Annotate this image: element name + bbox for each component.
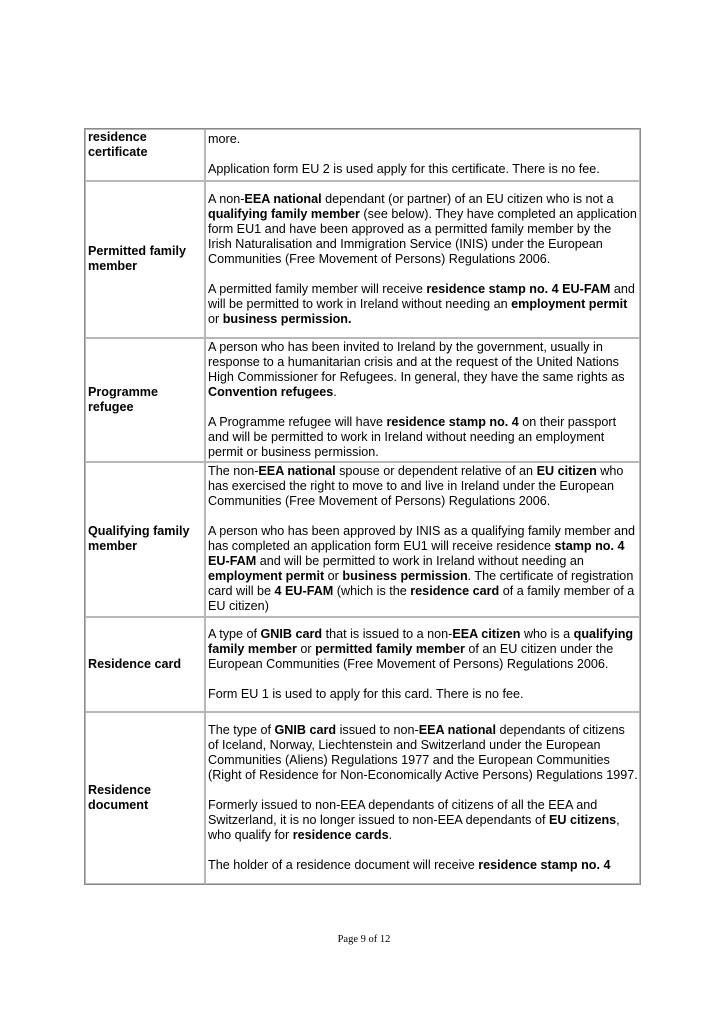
bold-term: GNIB card [274, 722, 337, 737]
text-run: or [296, 641, 316, 656]
definition-paragraph [208, 524, 638, 614]
definition-paragraph [208, 687, 638, 702]
definition-paragraph [208, 415, 638, 460]
bold-term: Convention refugees [208, 384, 334, 399]
bold-term: EU citizens [548, 812, 617, 827]
text-run: A permitted family member will receive [208, 281, 427, 296]
bold-term: EU citizen [536, 464, 597, 478]
text-run: A type of [208, 626, 261, 641]
text-run: The holder of a residence document will receive [208, 857, 479, 872]
term-cell: residence certificate [85, 129, 205, 181]
bold-term: qualifying family member [208, 206, 360, 221]
glossary-row [85, 462, 640, 617]
text-run: spouse or dependent relative of an [335, 464, 537, 478]
definition-cell [205, 712, 640, 884]
text-run: , who qualify for [208, 812, 620, 842]
text-run: issued to non- [336, 722, 419, 737]
bold-term: EEA national [244, 191, 322, 206]
text-run: who is a [520, 626, 574, 641]
text-run: dependants of citizens of Iceland, Norway, Liechtenstein and Switzerland under the European Communities (Aliens) Regulations 1977 and the European Communities (Right of Residence for Non-Economically Active Persons) Regulations 1997. [208, 722, 638, 782]
text-run: A Programme refugee will have [208, 414, 387, 429]
bold-term: EEA citizen [452, 626, 521, 641]
bold-term: stamp no. 4 EU-FAM [208, 539, 625, 568]
text-run: Formerly issued to non-EEA dependants of citizens of all the EEA and Switzerland, it is no longer issued to non-EEA dependants of [208, 797, 598, 827]
bold-term: residence cards [292, 827, 389, 842]
bold-term: qualifying family member [208, 626, 634, 656]
text-run: who has exercised the right to move to and live in Ireland under the European Communities (Free Movement of Persons) Regulations 2006. [208, 464, 624, 508]
glossary-row [85, 129, 640, 181]
text-run: The type of [208, 722, 275, 737]
definition-paragraph [208, 798, 638, 843]
text-run: and will be permitted to work in Ireland without needing an [208, 281, 635, 311]
text-run: A person who has been invited to Ireland by the government, usually in response to a humanitarian crisis and at the request of the United Nations High Commissioner for Refugees. In general, they have the same rights as [208, 339, 625, 384]
term-cell: Permitted family member [85, 181, 205, 338]
text-run: Application form EU 2 is used apply for this certificate. There is no fee. [208, 162, 600, 176]
definition-paragraph [208, 723, 638, 783]
text-run: Form EU 1 is used to apply for this card. There is no fee. [208, 686, 524, 701]
glossary-row [85, 712, 640, 884]
term-cell: Residence document [85, 712, 205, 884]
text-run: or [324, 569, 343, 583]
text-run: (see below). They have completed an application form EU1 and have been approved as a permitted family member by the Irish Naturalisation and Immigration Service (INIS) under the European Communities (Free Movement of Persons) Regulations 2006. [208, 206, 637, 266]
text-run: more. [208, 132, 241, 146]
definition-paragraph [208, 464, 638, 509]
definition-paragraph [208, 340, 638, 400]
definition-cell [205, 181, 640, 338]
text-run: of an EU citizen under the European Communities (Free Movement of Persons) Regulations 2006. [208, 641, 614, 671]
text-run: or [208, 311, 223, 326]
text-run: of a family member of a EU citizen) [208, 584, 635, 613]
definition-cell [205, 129, 640, 181]
glossary-body [85, 129, 640, 884]
glossary-row [85, 338, 640, 462]
definition-paragraph [208, 282, 638, 327]
term-cell: Qualifying family member [85, 462, 205, 617]
text-run: dependant (or partner) of an EU citizen who is not a [321, 191, 614, 206]
text-run: The non- [208, 464, 259, 478]
text-run: . [333, 384, 337, 399]
definition-cell [205, 338, 640, 462]
definition-paragraph [208, 192, 638, 267]
text-run: . [388, 827, 393, 842]
text-run: on their passport and will be permitted to work in Ireland without needing an employment permit or business permission. [208, 414, 617, 459]
term-cell: Residence card [85, 617, 205, 712]
bold-term: 4 EU-FAM [274, 584, 334, 598]
glossary-row [85, 181, 640, 338]
glossary-table [84, 128, 641, 885]
text-run: and will be permitted to work in Ireland without needing an [256, 554, 584, 568]
bold-term: residence stamp no. 4 [386, 414, 519, 429]
definition-paragraph [208, 132, 638, 147]
text-run: A person who has been approved by INIS as a qualifying family member and has completed an application form EU1 will receive residence [208, 524, 636, 553]
bold-term: residence stamp no. 4 EU-FAM [426, 281, 611, 296]
text-run: that is issued to a non- [322, 626, 453, 641]
bold-term: GNIB card [260, 626, 323, 641]
text-run: (which is the [333, 584, 411, 598]
text-run: A non- [208, 191, 245, 206]
definition-cell [205, 617, 640, 712]
bold-term: permitted family member [315, 641, 465, 656]
bold-term: employment permit [511, 296, 628, 311]
definition-cell [205, 462, 640, 617]
definition-paragraph [208, 858, 638, 873]
bold-term: residence stamp no. 4 [478, 857, 611, 872]
bold-term: business permission [342, 569, 468, 583]
bold-term: EEA national [418, 722, 496, 737]
bold-term: employment permit [208, 569, 325, 583]
bold-term: residence card [410, 584, 500, 598]
definition-paragraph [208, 162, 638, 177]
text-run: . The certificate of registration card will be [208, 569, 634, 598]
definition-paragraph [208, 627, 638, 672]
bold-term: EEA national [258, 464, 336, 478]
page-number: Page 9 of 12 [337, 934, 391, 945]
glossary-row [85, 617, 640, 712]
term-cell: Programme refugee [85, 338, 205, 462]
bold-term: business permission. [222, 311, 352, 326]
